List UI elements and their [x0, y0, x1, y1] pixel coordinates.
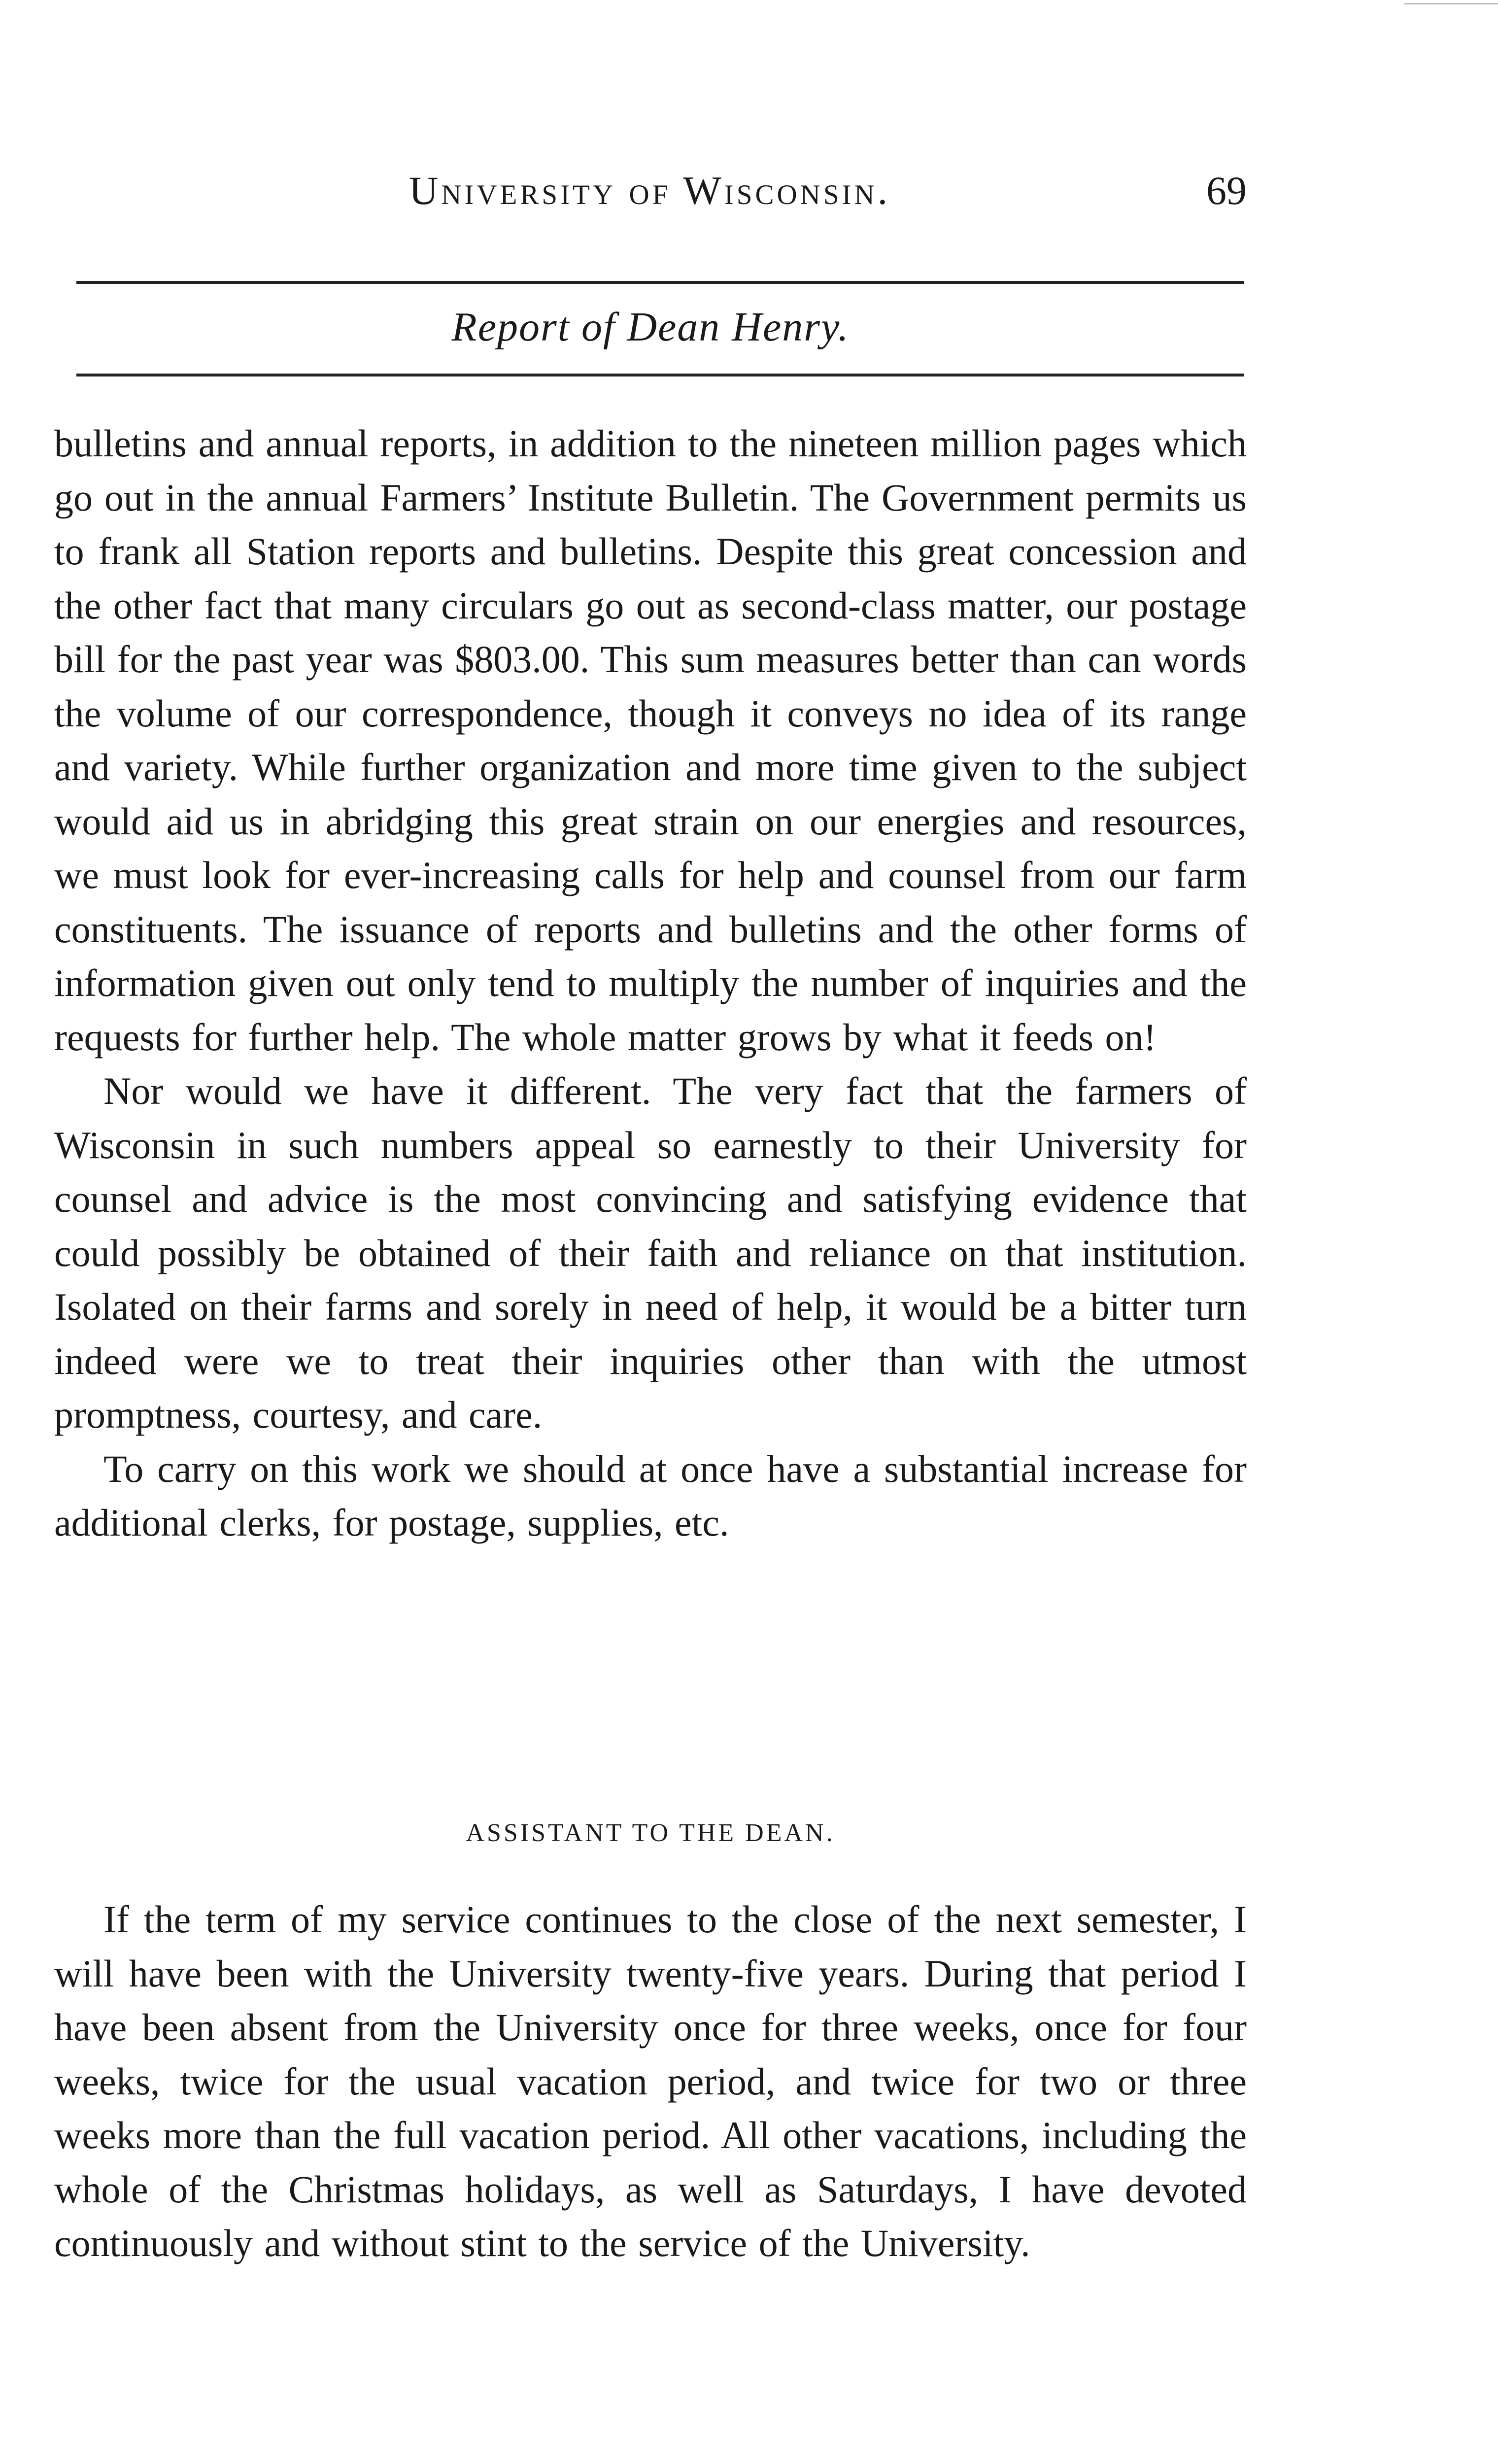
header-rule-top	[76, 281, 1244, 284]
section-heading: ASSISTANT TO THE DEAN.	[466, 1819, 835, 1847]
scan-edge-line	[1404, 3, 1498, 4]
section-paragraph: If the term of my service continues to the close of the next semester, I will have been with the University twenty-five years. During that period I have been absent from the University once for three weeks, once for four weeks, twice for the usual vacation period, and twice for two or three weeks more than the full vacation period. All other vacations, including the whole of the Christmas holidays, as well as Saturdays, I have devoted continuously and without stint to the service of the University.	[54, 1898, 1247, 2264]
book-page	[54, 0, 1247, 2464]
page-header	[54, 168, 1247, 227]
paragraph-2: Nor would we have it different. The very fact that the farmers of Wisconsin in such numbers appeal so earnestly to their University for counsel and advice is the most convincing and satisfying evidence that could possibly be obtained of their faith and reliance on that institution. Isolated on their farms and sorely in need of help, it would be a bitter turn indeed were we to treat their inquiries other than with the utmost promptness, courtesy, and care.	[54, 1069, 1247, 1436]
report-subhead: Report of Dean Henry.	[451, 304, 850, 350]
paragraph-1: bulletins and annual reports, in addition to the nineteen million pages which go out in the annual Farmers’ Institute Bulletin. The Government permits us to frank all Station reports and bulletins. Despite this great concession and the other fact that many circulars go out as second-class matter, our postage bill for the past year was $803.00. This sum measures better than can words the volume of our correspondence, though it conveys no idea of its range and variety. While further organization and more time given to the subject would aid us in abridging this great strain on our energies and resources, we must look for ever-increasing calls for help and counsel from our farm constituents. The issuance of reports and bulletins and the other forms of information given out only tend to multiply the number of inquiries and the requests for further help. The whole matter grows by what it feeds on!	[54, 422, 1247, 1059]
section-body	[54, 1892, 1247, 2270]
running-head	[409, 168, 890, 214]
running-head-text: University of Wisconsin.	[409, 168, 891, 213]
page-number: 69	[1206, 168, 1247, 213]
body-text	[54, 416, 1247, 1550]
paragraph-3: To carry on this work we should at once have a substantial increase for additional clerks, for postage, supplies, etc.	[54, 1447, 1247, 1544]
header-rule-bottom	[76, 374, 1244, 376]
